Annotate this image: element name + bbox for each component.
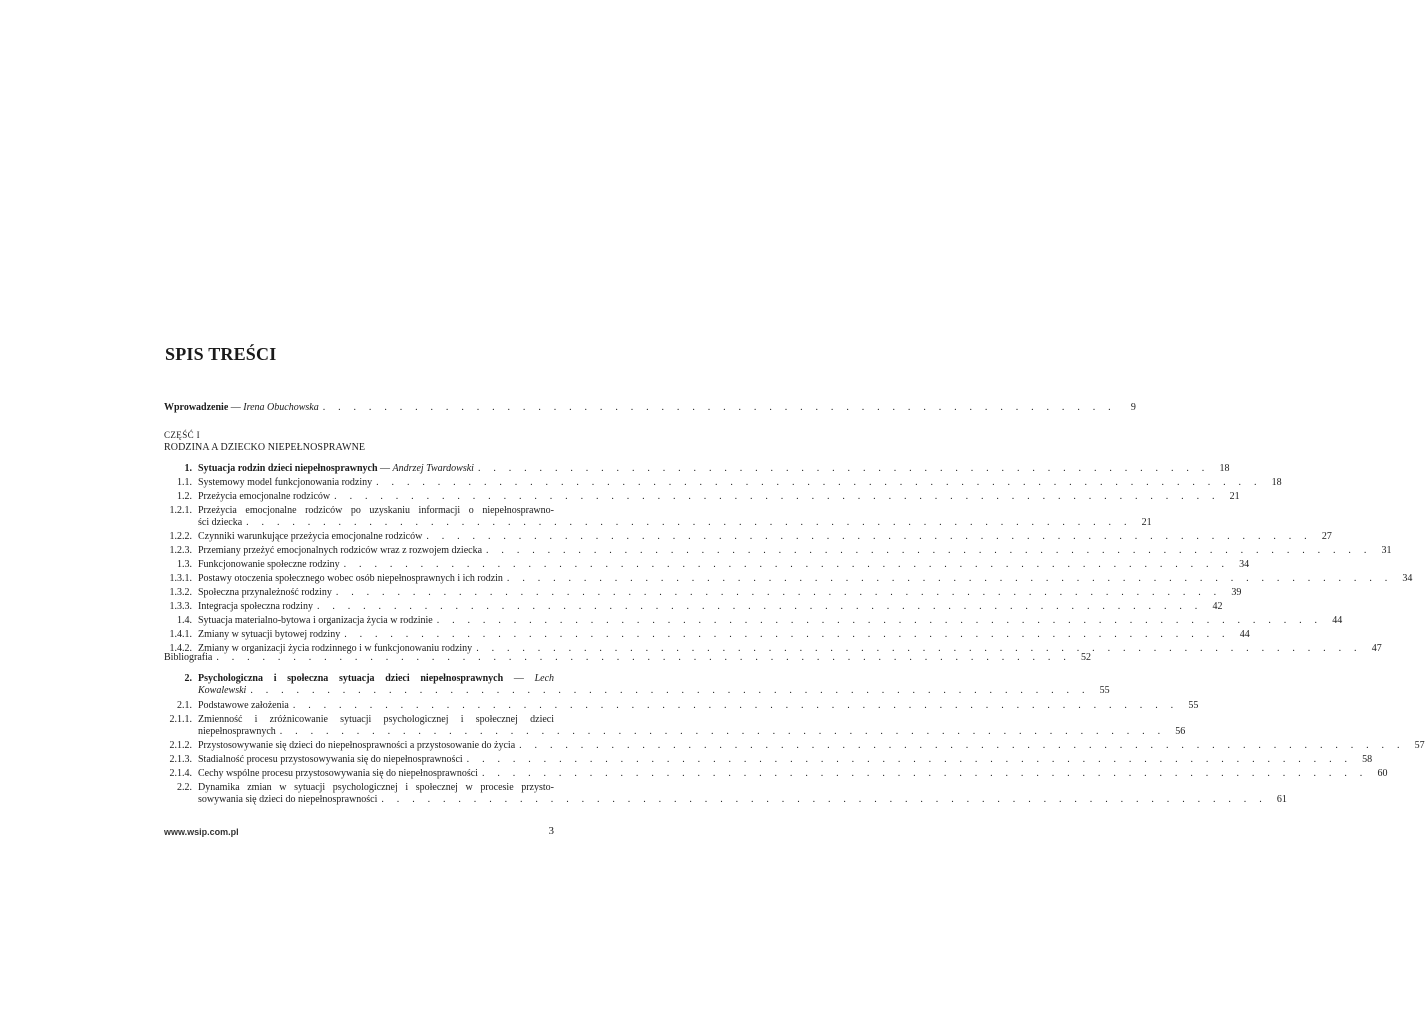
entry-number: 1.4.2. xyxy=(169,643,192,654)
page-number: 61 xyxy=(1276,794,1287,805)
entry-text: Sytuacja materialno-bytowa i organizacja życia w rodzinie xyxy=(198,615,433,626)
dot-leader: . . . . . . . . . . . . . . . . . . . . . . . . . . . . . . . . . . . . . . . . . . . . . . . . . . . . xyxy=(322,402,1116,413)
dot-leader: . . . . . . . . . . . . . . . . . . . . . . . . . . . . . . . . . . . . . . . . . . . . . . . . . . . . . . . . . . xyxy=(316,601,1203,612)
intro-author: Irena Obuchowska xyxy=(243,402,319,413)
page-number: 57 xyxy=(1414,740,1425,751)
entry-text: Postawy otoczenia społecznego wobec osób niepełnosprawnych i ich rodzin xyxy=(198,573,503,584)
page-number: 52 xyxy=(1081,652,1092,663)
entry-number: 1.2.3. xyxy=(169,545,192,556)
entry-text-continued: niepełnosprawnych xyxy=(198,726,276,737)
dot-leader: . . . . . . . . . . . . . . . . . . . . . . . . . . . . . . . . . . . . . . . . . . . . . . . . . . . . . . . . . . xyxy=(279,726,1166,737)
entry-number: 2.1.2. xyxy=(169,740,192,751)
entry-text: Zmiany w sytuacji bytowej rodziny xyxy=(198,629,341,640)
dot-leader: . . . . . . . . . . . . . . . . . . . . . . . . . . . . . . . . . . . . . . . . . . . . . . . . . . . . . . . . . . xyxy=(246,517,1132,528)
toc-entry[interactable] xyxy=(164,768,1388,780)
dot-leader: . . . . . . . . . . . . . . . . . . . . . . . . . . . . . . . . . . . . . . . . . . . . . . . . . . . . . . . xyxy=(250,685,1090,696)
publisher-url[interactable]: www.wsip.com.pl xyxy=(164,827,239,837)
toc-entry[interactable] xyxy=(164,505,1152,529)
entry-number: 1.3.2. xyxy=(169,587,192,598)
toc-entry[interactable] xyxy=(164,545,1392,557)
chapter-number: 1. xyxy=(184,463,192,474)
page-number: 58 xyxy=(1362,754,1373,765)
page-number: 9 xyxy=(1130,402,1136,413)
page-number: 21 xyxy=(1229,491,1240,502)
toc-entry[interactable] xyxy=(164,629,1250,641)
dot-leader: . . . . . . . . . . . . . . . . . . . . . . . . . . . . . . . . . . . . . . . . . . . . . . . . . . . . . . . . . . xyxy=(519,740,1405,751)
chapter-title: Sytuacja rodzin dzieci niepełnosprawnych xyxy=(198,463,378,474)
toc-entry-bibliography[interactable] xyxy=(164,652,1092,664)
toc-entry[interactable] xyxy=(164,714,1186,738)
bibliography-label: Bibliografia xyxy=(164,652,213,663)
page-number: 47 xyxy=(1371,643,1382,654)
entry-number: 2.1.3. xyxy=(169,754,192,765)
toc-entry[interactable] xyxy=(164,573,1413,585)
entry-number: 1.3.1. xyxy=(169,573,192,584)
entry-number: 2.1.1. xyxy=(169,714,192,725)
dot-leader: . . . . . . . . . . . . . . . . . . . . . . . . . . . . . . . . . . . . . . . . . . . . . . . . . . . . . . . . . . xyxy=(292,700,1179,711)
page-number: 34 xyxy=(1239,559,1250,570)
page-number: 21 xyxy=(1141,517,1152,528)
chapter-separator: — xyxy=(503,673,535,684)
toc-entry[interactable] xyxy=(164,601,1223,613)
page-number: 44 xyxy=(1239,629,1250,640)
chapter-separator: — xyxy=(377,463,393,474)
toc-entry[interactable] xyxy=(164,700,1199,712)
page-number: 55 xyxy=(1099,685,1110,696)
entry-text: Systemowy model funkcjonowania rodziny xyxy=(198,477,373,488)
entry-number: 1.2. xyxy=(177,491,192,502)
dot-leader: . . . . . . . . . . . . . . . . . . . . . . . . . . . . . . . . . . . . . . . . . . . . . . . . . . . . . . . . . . xyxy=(466,754,1353,765)
toc-entry-introduction[interactable] xyxy=(164,402,1136,414)
page-number: 55 xyxy=(1188,700,1199,711)
page-number: 18 xyxy=(1271,477,1282,488)
dot-leader: . . . . . . . . . . . . . . . . . . . . . . . . . . . . . . . . . . . . . . . . . . . . . . . . . . . . . . . . . . xyxy=(426,531,1312,542)
dot-leader: . . . . . . . . . . . . . . . . . . . . . . . . . . . . . . . . . . . . . . . . . . . . . . . . . . . . . . . . . . xyxy=(476,643,1362,654)
entry-number: 1.4. xyxy=(177,615,192,626)
entry-text: Przeżycia emocjonalne rodziców xyxy=(198,491,331,502)
entry-number: 1.2.2. xyxy=(169,531,192,542)
entry-text: Przemiany przeżyć emocjonalnych rodziców wraz z rozwojem dziecka xyxy=(198,545,483,556)
footer-page-number: 3 xyxy=(548,825,554,837)
intro-title: Wprowadzenie xyxy=(164,402,229,413)
entry-text: Zmienność i zróżnicowanie sytuacji psychologicznej i społecznej dzieci xyxy=(198,714,554,725)
page-title: SPIS TREŚCI xyxy=(165,344,277,364)
page-number: 31 xyxy=(1381,545,1392,556)
page-number: 42 xyxy=(1212,601,1223,612)
entry-text: Funkcjonowanie społeczne rodziny xyxy=(198,559,340,570)
chapter-author: Andrzej Twardowski xyxy=(392,463,474,474)
page-number: 60 xyxy=(1377,768,1388,779)
page-number: 27 xyxy=(1321,531,1332,542)
entry-text: Dynamika zmian w sytuacji psychologicznej i społecznej w procesie przysto- xyxy=(198,782,554,793)
dot-leader: . . . . . . . . . . . . . . . . . . . . . . . . . . . . . . . . . . . . . . . . . . . . . . . . . . . . . . . . . . xyxy=(343,559,1230,570)
toc-entry[interactable] xyxy=(164,559,1250,571)
entry-text: Stadialność procesu przystosowywania się do niepełnosprawności xyxy=(198,754,463,765)
entry-number: 1.3.3. xyxy=(169,601,192,612)
toc-chapter-1[interactable] xyxy=(164,463,1230,475)
dot-leader: . . . . . . . . . . . . . . . . . . . . . . . . . . . . . . . . . . . . . . . . . . . . . . . . . . . . . . . . . . xyxy=(506,573,1393,584)
page-number: 44 xyxy=(1332,615,1343,626)
chapter-title: Psychologiczna i społeczna sytuacja dzieci niepełnosprawnych xyxy=(198,673,504,684)
chapter-number: 2. xyxy=(184,673,192,684)
entry-text-continued: sowywania się dzieci do niepełnosprawności xyxy=(198,794,378,805)
toc-entry[interactable] xyxy=(164,615,1343,627)
entry-number: 1.4.1. xyxy=(169,629,192,640)
dot-leader: . . . . . . . . . . . . . . . . . . . . . . . . . . . . . . . . . . . . . . . . . . . . . . . . xyxy=(477,463,1210,474)
page-number: 18 xyxy=(1219,463,1230,474)
toc-entry[interactable] xyxy=(164,782,1287,806)
toc-chapter-2[interactable] xyxy=(164,673,1110,697)
dot-leader: . . . . . . . . . . . . . . . . . . . . . . . . . . . . . . . . . . . . . . . . . . . . . . . . . . . . . . . . . . xyxy=(334,491,1220,502)
entry-text: Czynniki warunkujące przeżycia emocjonalne rodziców xyxy=(198,531,423,542)
entry-number: 1.3. xyxy=(177,559,192,570)
part-label: CZĘŚĆ I xyxy=(164,430,201,440)
entry-number: 2.2. xyxy=(177,782,192,793)
dot-leader: . . . . . . . . . . . . . . . . . . . . . . . . . . . . . . . . . . . . . . . . . . . . . . . . . . . . . . . . . . xyxy=(486,545,1372,556)
dot-leader: . . . . . . . . . . . . . . . . . . . . . . . . . . . . . . . . . . . . . . . . . . . . . . . . . . . . . . . . . . xyxy=(344,629,1230,640)
dot-leader: . . . . . . . . . . . . . . . . . . . . . . . . . . . . . . . . . . . . . . . . . . . . . . . . . . . . . . . . . . xyxy=(436,615,1323,626)
entry-text: Cechy wspólne procesu przystosowywania się do niepełnosprawności xyxy=(198,768,478,779)
page-number: 34 xyxy=(1402,573,1413,584)
chapter-author-last: Kowalewski xyxy=(198,685,247,696)
dot-leader: . . . . . . . . . . . . . . . . . . . . . . . . . . . . . . . . . . . . . . . . . . . . . . . . . . . . . . . . xyxy=(216,652,1072,663)
toc-entry[interactable] xyxy=(164,477,1282,489)
entry-text: Społeczna przynależność rodziny xyxy=(198,587,332,598)
entry-number: 2.1.4. xyxy=(169,768,192,779)
page-number: 56 xyxy=(1175,726,1186,737)
entry-text: Przystosowywanie się dzieci do niepełnosprawności a przystosowanie do życia xyxy=(198,740,516,751)
toc-entry[interactable] xyxy=(164,740,1425,752)
dot-leader: . . . . . . . . . . . . . . . . . . . . . . . . . . . . . . . . . . . . . . . . . . . . . . . . . . . . . . . . . . xyxy=(376,477,1262,488)
toc-entry[interactable] xyxy=(164,491,1240,503)
entry-number: 1.2.1. xyxy=(169,505,192,516)
intro-separator: — xyxy=(228,402,244,413)
chapter-author-first: Lech xyxy=(534,673,555,684)
dot-leader: . . . . . . . . . . . . . . . . . . . . . . . . . . . . . . . . . . . . . . . . . . . . . . . . . . . . . . . . . . xyxy=(381,794,1267,805)
toc-entry[interactable] xyxy=(164,587,1242,599)
entry-text: Przeżycia emocjonalne rodziców po uzyskaniu informacji o niepełnosprawno- xyxy=(198,505,554,516)
page-number: 39 xyxy=(1231,587,1242,598)
entry-text-continued: ści dziecka xyxy=(198,517,243,528)
dot-leader: . . . . . . . . . . . . . . . . . . . . . . . . . . . . . . . . . . . . . . . . . . . . . . . . . . . . . . . . . . xyxy=(481,768,1368,779)
entry-number: 1.1. xyxy=(177,477,192,488)
entry-text: Integracja społeczna rodziny xyxy=(198,601,313,612)
entry-text: Podstawowe założenia xyxy=(198,700,289,711)
toc-entry[interactable] xyxy=(164,531,1332,543)
entry-text: Zmiany w organizacji życia rodzinnego i w funkcjonowaniu rodziny xyxy=(198,643,473,654)
toc-entry[interactable] xyxy=(164,754,1373,766)
dot-leader: . . . . . . . . . . . . . . . . . . . . . . . . . . . . . . . . . . . . . . . . . . . . . . . . . . . . . . . . . . xyxy=(335,587,1222,598)
entry-number: 2.1. xyxy=(177,700,192,711)
part-title: RODZINA A DZIECKO NIEPEŁNOSPRAWNE xyxy=(164,442,366,453)
